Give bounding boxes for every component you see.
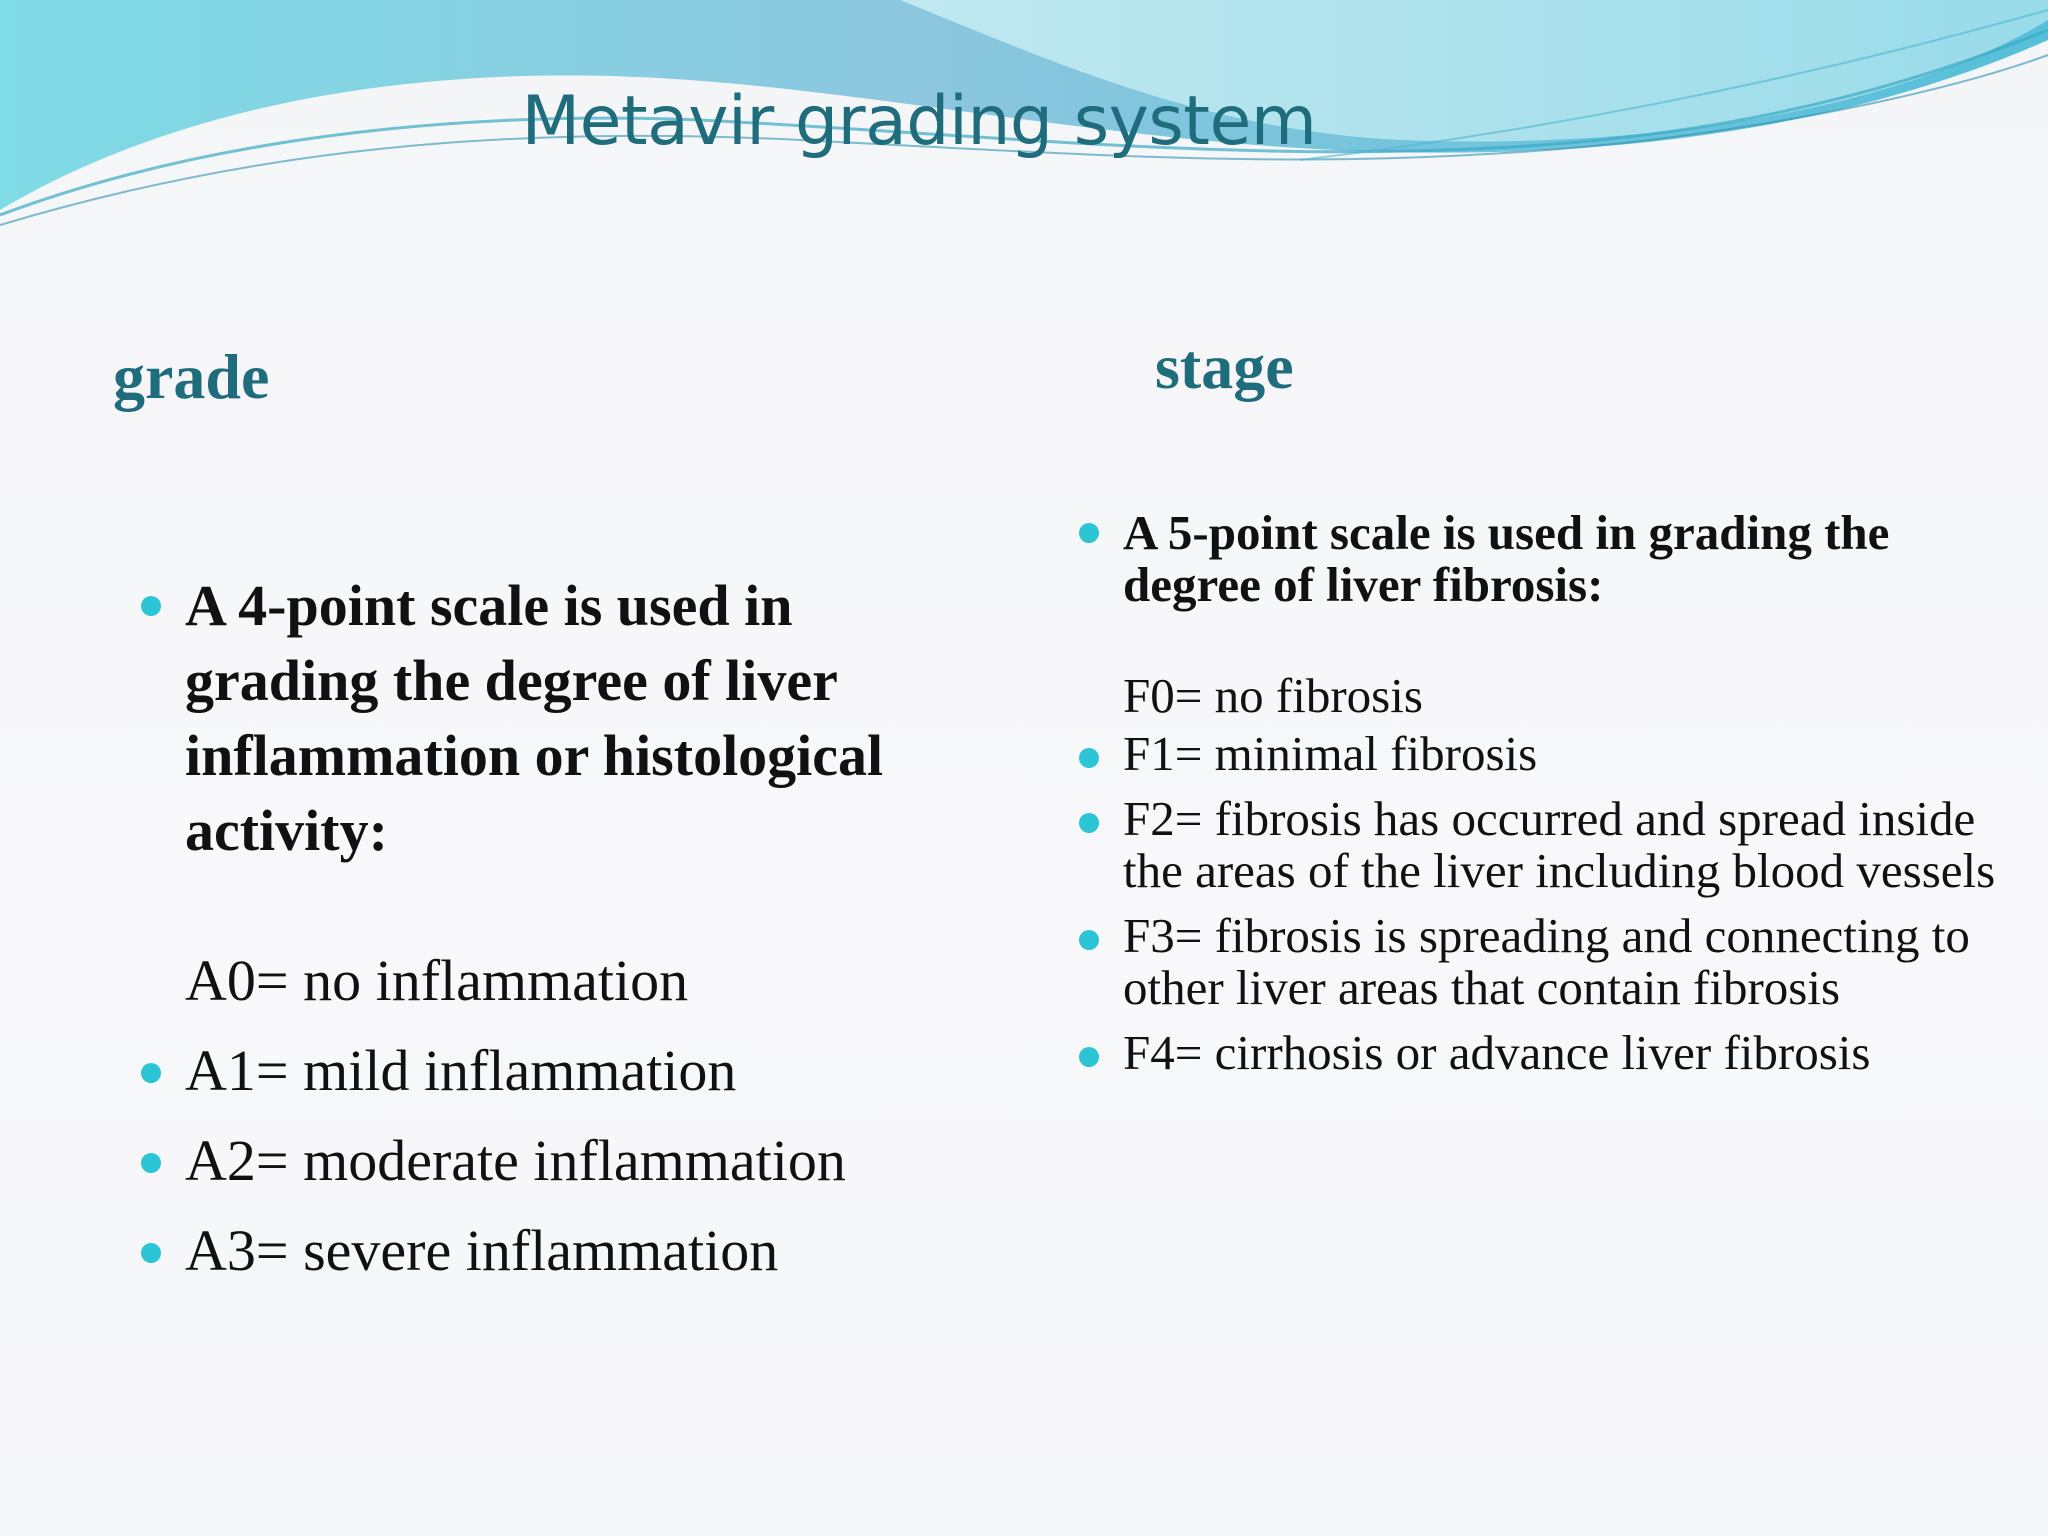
grade-a0-text: A0= no inflammation [185,948,689,1013]
grade-intro-text: A 4-point scale is used in grading the degree of liver inflammation or histological activity: [185,573,884,863]
bullet-dot-icon [1079,813,1099,833]
stage-item-text: F3= fibrosis is spreading and connecting to other liver areas that contain fibrosis [1123,908,1970,1015]
stage-item-text: F4= cirrhosis or advance liver fibrosis [1123,1025,1871,1080]
grade-heading: grade [113,341,270,412]
grade-item-a3 [185,1213,985,1288]
grade-item-text: A2= moderate inflammation [185,1128,846,1193]
bullet-dot-icon [141,1153,161,1173]
stage-item-f4 [1123,1027,2003,1079]
stage-bullet-list [1123,507,2003,1079]
bullet-dot-icon [1079,523,1099,543]
grade-item-text: A1= mild inflammation [185,1038,737,1103]
stage-item-f2 [1123,793,2003,897]
stage-item-f1 [1123,728,2003,780]
bullet-dot-icon [1079,748,1099,768]
bullet-dot-icon [141,1243,161,1263]
stage-intro-item [1123,507,2003,611]
bullet-dot-icon [1079,1047,1099,1067]
grade-bullet-list [185,568,985,1288]
slide-title: Metavir grading system [521,82,1317,161]
grade-item-text: A3= severe inflammation [185,1218,779,1283]
stage-intro-text: A 5-point scale is used in grading the degree of liver fibrosis: [1123,505,1890,612]
stage-item-f3 [1123,910,2003,1014]
stage-heading: stage [1155,331,1294,402]
stage-item-text: F1= minimal fibrosis [1123,726,1538,781]
stage-f0-text: F0= no fibrosis [1123,668,1423,723]
bullet-dot-icon [1079,930,1099,950]
stage-f0-line [1123,663,2003,728]
grade-item-a2 [185,1123,985,1198]
grade-intro-item [185,568,985,868]
grade-item-a1 [185,1033,985,1108]
bullet-dot-icon [141,1063,161,1083]
stage-item-text: F2= fibrosis has occurred and spread inside the areas of the liver including blood vessels [1123,791,1996,898]
grade-a0-line [185,943,985,1018]
bullet-dot-icon [141,596,161,616]
